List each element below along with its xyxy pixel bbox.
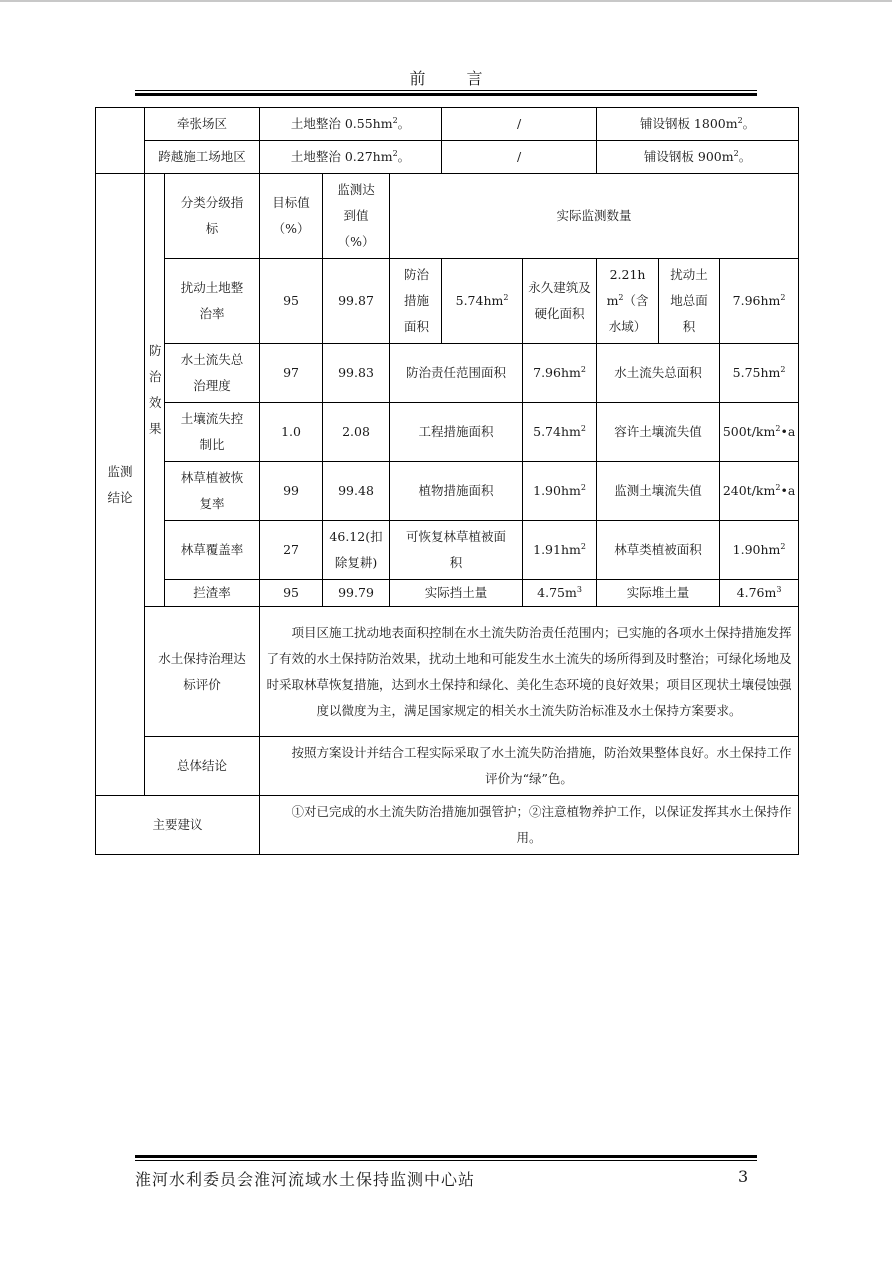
quantity-value: $5.74hm^2$ (523, 403, 597, 462)
table-row (96, 108, 799, 141)
effect-label: 防治效果 (145, 174, 165, 607)
table-cell: / (442, 108, 597, 141)
conclusion-label: 监测结论 (96, 174, 145, 796)
indicator-achieved: 99.83 (323, 344, 390, 403)
indicator-achieved: 99.48 (323, 462, 390, 521)
header-cell: 监测达到值（%） (323, 174, 390, 259)
quantity-value: $7.96hm^2$ (523, 344, 597, 403)
table-row (96, 259, 799, 344)
quantity-label: 防治措施面积 (390, 259, 442, 344)
header-cell: 目标值（%） (260, 174, 323, 259)
overall-label: 总体结论 (145, 737, 260, 796)
indicator-achieved: 99.87 (323, 259, 390, 344)
quantity-value: $5.74hm^2$ (442, 259, 523, 344)
table-row (96, 174, 799, 259)
suggestions-label: 主要建议 (96, 796, 260, 855)
quantity-label: 实际堆土量 (597, 580, 720, 607)
quantity-label: 可恢复林草植被面积 (390, 521, 523, 580)
quantity-label: 植物措施面积 (390, 462, 523, 521)
indicator-target: 1.0 (260, 403, 323, 462)
indicator-target: 95 (260, 259, 323, 344)
quantity-value: $2.21hm^2$（含水域） (597, 259, 659, 344)
table-row (96, 344, 799, 403)
suggestions-text: ①对已完成的水土流失防治措施加强管护；②注意植物养护工作，以保证发挥其水土保持作用。 (260, 796, 799, 855)
table-row (96, 521, 799, 580)
quantity-label: 永久建筑及硬化面积 (523, 259, 597, 344)
indicator-target: 27 (260, 521, 323, 580)
table-cell-blank (96, 108, 145, 174)
indicator-target: 95 (260, 580, 323, 607)
quantity-value: $4.76m^3$ (720, 580, 799, 607)
quantity-value: $500t/km^2•a$ (720, 403, 799, 462)
monitoring-table (95, 107, 799, 855)
quantity-label: 林草类植被面积 (597, 521, 720, 580)
indicator-target: 99 (260, 462, 323, 521)
page-top-edge (0, 0, 892, 2)
quantity-label: 工程措施面积 (390, 403, 523, 462)
table-cell: / (442, 141, 597, 174)
table-row (96, 796, 799, 855)
quantity-value: $1.90hm^2$ (720, 521, 799, 580)
header-rule-thick (135, 93, 757, 96)
indicator-name: 林草植被恢复率 (165, 462, 260, 521)
indicator-name: 水土流失总治理度 (165, 344, 260, 403)
quantity-value: $4.75m^3$ (523, 580, 597, 607)
quantity-label: 监测土壤流失值 (597, 462, 720, 521)
table-cell: 土地整治 $0.55hm^2$。 (260, 108, 442, 141)
table-row (96, 580, 799, 607)
quantity-value: $1.91hm^2$ (523, 521, 597, 580)
header-rule (135, 90, 757, 91)
header-cell: 分类分级指标 (165, 174, 260, 259)
table-row (96, 403, 799, 462)
indicator-name: 扰动土地整治率 (165, 259, 260, 344)
quantity-label: 扰动土地总面积 (659, 259, 720, 344)
footer-rule-thick (135, 1155, 757, 1158)
page-header-title: 前 言 (409, 69, 501, 88)
footer-rule (135, 1160, 757, 1161)
indicator-name: 林草覆盖率 (165, 521, 260, 580)
quantity-value: $7.96hm^2$ (720, 259, 799, 344)
overall-text: 按照方案设计并结合工程实际采取了水土流失防治措施，防治效果整体良好。水土保持工作评价为“绿”色。 (260, 737, 799, 796)
quantity-label: 防治责任范围面积 (390, 344, 523, 403)
table-row (96, 737, 799, 796)
quantity-label: 实际挡土量 (390, 580, 523, 607)
page-number: 3 (738, 1167, 749, 1186)
quantity-value: $240t/km^2•a$ (720, 462, 799, 521)
table-row (96, 607, 799, 737)
quantity-value: $5.75hm^2$ (720, 344, 799, 403)
evaluation-text: 项目区施工扰动地表面积控制在水土流失防治责任范围内；已实施的各项水土保持措施发挥了有效的水土保持防治效果，扰动土地和可能发生水土流失的场所得到及时整治；可绿化场地及时采取林草恢复措施，达到水土保持和绿化、美化生态环境的良好效果；项目区现状土壤侵蚀强度以微度为主，满足国家规定的相关水土流失防治标准及水土保持方案要求。 (260, 607, 799, 737)
quantity-value: $1.90hm^2$ (523, 462, 597, 521)
table-cell: 土地整治 $0.27hm^2$。 (260, 141, 442, 174)
indicator-name: 土壤流失控制比 (165, 403, 260, 462)
table-row (96, 141, 799, 174)
table-cell: 跨越施工场地区 (145, 141, 260, 174)
table-cell: 铺设钢板 $900m^2$。 (597, 141, 799, 174)
indicator-achieved: 2.08 (323, 403, 390, 462)
quantity-label: 容许土壤流失值 (597, 403, 720, 462)
indicator-target: 97 (260, 344, 323, 403)
header-cell: 实际监测数量 (390, 174, 799, 259)
quantity-label: 水土流失总面积 (597, 344, 720, 403)
evaluation-label: 水土保持治理达标评价 (145, 607, 260, 737)
footer-organization: 淮河水利委员会淮河流域水土保持监测中心站 (135, 1170, 476, 1189)
indicator-name: 拦渣率 (165, 580, 260, 607)
table-row (96, 462, 799, 521)
table-cell: 铺设钢板 $1800m^2$。 (597, 108, 799, 141)
indicator-achieved: 99.79 (323, 580, 390, 607)
indicator-achieved: 46.12(扣除复耕) (323, 521, 390, 580)
table-cell: 牵张场区 (145, 108, 260, 141)
